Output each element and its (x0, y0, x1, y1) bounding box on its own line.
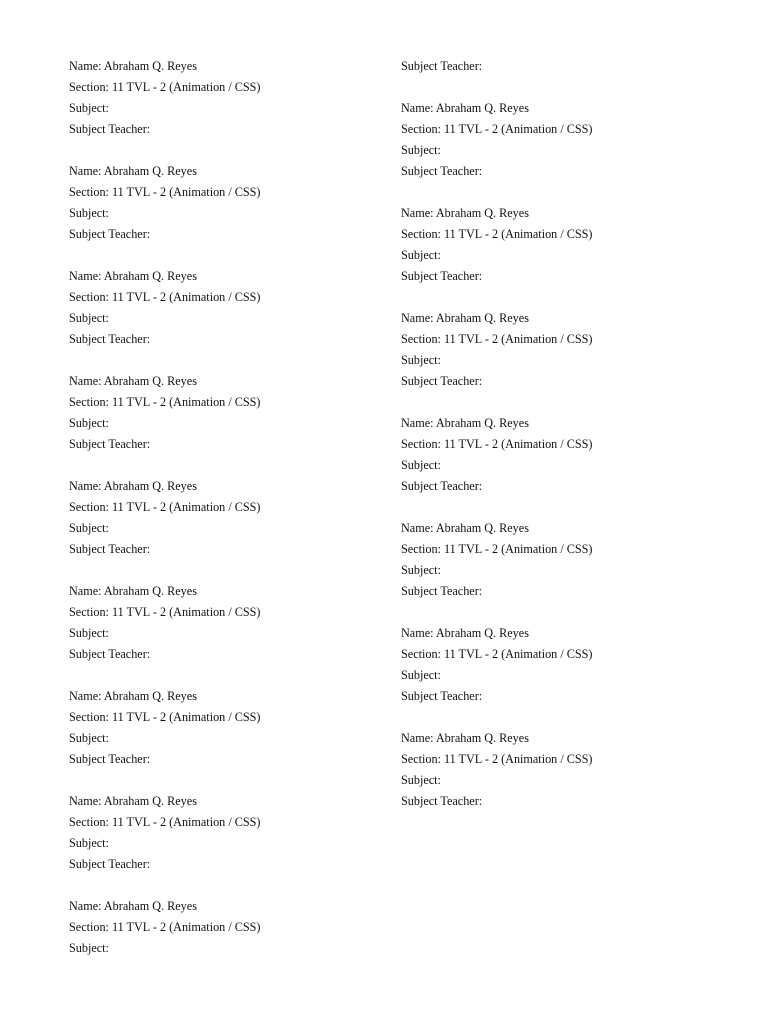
label-block (401, 728, 731, 812)
spacer (401, 602, 731, 623)
subject-teacher-line: Subject Teacher: (69, 857, 151, 871)
label-block (69, 161, 399, 266)
section-line: Section: 11 TVL - 2 (Animation / CSS) (401, 122, 593, 136)
spacer (401, 77, 731, 98)
subject-teacher-line: Subject Teacher: (69, 122, 151, 136)
subject-line: Subject: (401, 773, 441, 787)
label-block (69, 476, 399, 581)
section-line: Section: 11 TVL - 2 (Animation / CSS) (401, 542, 593, 556)
label-block (69, 896, 399, 959)
label-block (69, 266, 399, 371)
spacer (69, 875, 399, 896)
section-line: Section: 11 TVL - 2 (Animation / CSS) (69, 80, 261, 94)
section-line: Section: 11 TVL - 2 (Animation / CSS) (401, 227, 593, 241)
subject-line: Subject: (401, 143, 441, 157)
section-line: Section: 11 TVL - 2 (Animation / CSS) (69, 920, 261, 934)
spacer (69, 455, 399, 476)
section-line: Section: 11 TVL - 2 (Animation / CSS) (401, 437, 593, 451)
name-line: Name: Abraham Q. Reyes (401, 311, 529, 325)
spacer (69, 665, 399, 686)
subject-teacher-line: Subject Teacher: (401, 164, 483, 178)
spacer (401, 707, 731, 728)
subject-line: Subject: (69, 626, 109, 640)
subject-teacher-line: Subject Teacher: (69, 647, 151, 661)
name-line: Name: Abraham Q. Reyes (69, 479, 197, 493)
name-line: Name: Abraham Q. Reyes (401, 521, 529, 535)
section-line: Section: 11 TVL - 2 (Animation / CSS) (401, 752, 593, 766)
section-line: Section: 11 TVL - 2 (Animation / CSS) (401, 332, 593, 346)
spacer (69, 770, 399, 791)
subject-line: Subject: (69, 836, 109, 850)
spacer (69, 560, 399, 581)
subject-teacher-line: Subject Teacher: (69, 332, 151, 346)
subject-teacher-line: Subject Teacher: (401, 374, 483, 388)
label-block (69, 371, 399, 476)
label-block (401, 518, 731, 623)
subject-teacher-line: Subject Teacher: (69, 752, 151, 766)
subject-teacher-line: Subject Teacher: (401, 269, 483, 283)
subject-teacher-line: Subject Teacher: (401, 584, 483, 598)
label-block (401, 98, 731, 203)
subject-teacher-line: Subject Teacher: (401, 689, 483, 703)
spacer (69, 140, 399, 161)
section-line: Section: 11 TVL - 2 (Animation / CSS) (69, 395, 261, 409)
spacer (69, 245, 399, 266)
section-line: Section: 11 TVL - 2 (Animation / CSS) (69, 290, 261, 304)
subject-teacher-line: Subject Teacher: (69, 542, 151, 556)
subject-line: Subject: (69, 731, 109, 745)
subject-line: Subject: (69, 206, 109, 220)
name-line: Name: Abraham Q. Reyes (69, 899, 197, 913)
section-line: Section: 11 TVL - 2 (Animation / CSS) (69, 815, 261, 829)
section-line: Section: 11 TVL - 2 (Animation / CSS) (69, 500, 261, 514)
right-column (401, 56, 731, 812)
subject-line: Subject: (69, 311, 109, 325)
subject-line: Subject: (69, 941, 109, 955)
name-line: Name: Abraham Q. Reyes (69, 59, 197, 73)
subject-teacher-line: Subject Teacher: (69, 227, 151, 241)
subject-teacher-line: Subject Teacher: (69, 437, 151, 451)
name-line: Name: Abraham Q. Reyes (69, 374, 197, 388)
label-block (69, 791, 399, 896)
label-block (69, 686, 399, 791)
section-line: Section: 11 TVL - 2 (Animation / CSS) (69, 710, 261, 724)
subject-teacher-line: Subject Teacher: (401, 794, 483, 808)
label-block (401, 413, 731, 518)
subject-line: Subject: (401, 563, 441, 577)
name-line: Name: Abraham Q. Reyes (401, 626, 529, 640)
subject-line: Subject: (69, 416, 109, 430)
label-block (401, 203, 731, 308)
subject-line: Subject: (401, 248, 441, 262)
spacer (69, 350, 399, 371)
name-line: Name: Abraham Q. Reyes (401, 416, 529, 430)
spacer (401, 287, 731, 308)
name-line: Name: Abraham Q. Reyes (69, 689, 197, 703)
label-block (401, 308, 731, 413)
subject-line: Subject: (69, 101, 109, 115)
section-line: Section: 11 TVL - 2 (Animation / CSS) (69, 605, 261, 619)
spacer (401, 392, 731, 413)
subject-line: Subject: (401, 458, 441, 472)
subject-teacher-line: Subject Teacher: (401, 59, 483, 73)
label-block (401, 623, 731, 728)
subject-line: Subject: (401, 668, 441, 682)
name-line: Name: Abraham Q. Reyes (69, 584, 197, 598)
name-line: Name: Abraham Q. Reyes (401, 206, 529, 220)
section-line: Section: 11 TVL - 2 (Animation / CSS) (69, 185, 261, 199)
subject-line: Subject: (401, 353, 441, 367)
label-block (69, 56, 399, 161)
name-line: Name: Abraham Q. Reyes (401, 101, 529, 115)
name-line: Name: Abraham Q. Reyes (69, 164, 197, 178)
left-column (69, 56, 399, 959)
name-line: Name: Abraham Q. Reyes (69, 269, 197, 283)
spacer (401, 497, 731, 518)
name-line: Name: Abraham Q. Reyes (401, 731, 529, 745)
subject-teacher-line: Subject Teacher: (401, 479, 483, 493)
section-line: Section: 11 TVL - 2 (Animation / CSS) (401, 647, 593, 661)
label-block (69, 581, 399, 686)
name-line: Name: Abraham Q. Reyes (69, 794, 197, 808)
subject-line: Subject: (69, 521, 109, 535)
spacer (401, 182, 731, 203)
